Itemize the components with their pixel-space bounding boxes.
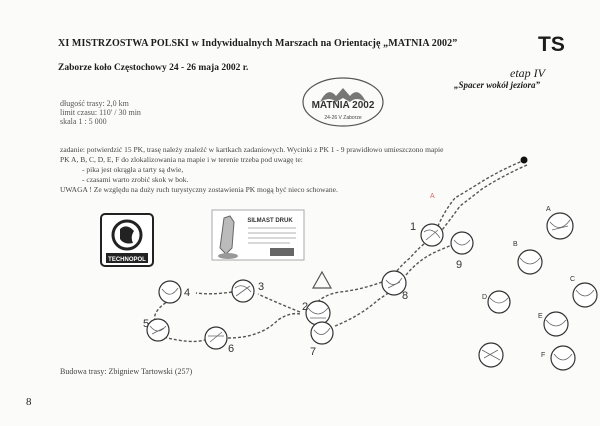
point-label-e: E	[538, 313, 543, 320]
route-segment	[442, 165, 527, 230]
checkpoint-6	[205, 327, 227, 349]
stage-name: „Spacer wokół jeziora”	[454, 80, 541, 90]
start-note: A	[430, 193, 435, 200]
point-d	[488, 291, 510, 313]
checkpoint-2	[306, 301, 330, 325]
start-marker	[521, 157, 528, 164]
stat-scale: skala 1 : 5 000	[60, 117, 107, 126]
instruction-line: - czasami warto zrobić skok w bok.	[82, 175, 189, 184]
checkpoint-9	[451, 232, 473, 254]
point-b	[518, 250, 542, 274]
checkpoint-7	[311, 322, 333, 344]
route-segment	[438, 160, 525, 226]
instruction-line: UWAGA ! Ze względu na duży ruch turystyczny zostawienia PK mogą być nieco schowane.	[60, 185, 338, 194]
badge-text: SILMAST DRUK	[247, 218, 293, 224]
instruction-line: zadanie: potwierdzić 15 PK, trasę należy znaleźć w kartkach zadaniowych. Wycinki z PK 1 - 9 prawidłowo umieszczono mapie	[60, 145, 444, 154]
point-label-c: C	[570, 276, 576, 283]
route-segment	[164, 337, 205, 341]
sponsor-name: TECHNOPOL	[108, 257, 146, 263]
category-label: TS	[538, 33, 565, 56]
route-credit: Budowa trasy: Zbigniew Tartowski (257)	[60, 367, 193, 376]
stat-length: długość trasy: 2,0 km	[60, 99, 129, 108]
checkpoint-label-8: 8	[402, 290, 409, 302]
checkpoint-label-5: 5	[143, 318, 150, 330]
route-segment	[228, 314, 300, 338]
point-label-d: D	[482, 294, 488, 301]
route-segment	[406, 242, 458, 275]
point-e	[544, 312, 568, 336]
checkpoint-label-1: 1	[410, 221, 417, 233]
start-triangle-icon	[313, 272, 331, 288]
point-label-a: A	[546, 206, 551, 213]
stat-time-limit: limit czasu: 110' / 30 min	[60, 108, 141, 117]
checkpoint-label-3: 3	[258, 281, 265, 293]
stage-label: etap IV	[510, 66, 545, 80]
page-number: 8	[26, 396, 32, 408]
event-place-date: Zaborze koło Częstochowy 24 - 26 maja 2002 r.	[58, 63, 249, 73]
checkpoint-label-2: 2	[302, 301, 309, 313]
route-segment	[315, 282, 382, 305]
route-segment	[258, 294, 300, 312]
checkpoint-label-4: 4	[184, 287, 191, 299]
point-c	[573, 283, 597, 307]
checkpoint-label-6: 6	[228, 343, 235, 355]
page-title: XI MISTRZOSTWA POLSKI w Indywidualnych Marszach na Orientację „MATNIA 2002”	[58, 38, 458, 49]
checkpoint-label-9: 9	[456, 259, 463, 271]
event-logo-name: MATNIA 2002	[311, 100, 375, 111]
checkpoint-label-7: 7	[310, 346, 317, 358]
instruction-line: PK A, B, C, D, E, F do zlokalizowania na mapie i w terenie trzeba pod uwagę te:	[60, 155, 303, 164]
route-segment	[196, 292, 232, 294]
checkpoint-5	[147, 319, 169, 341]
point-label-f: F	[541, 352, 546, 359]
checkpoint-4	[159, 281, 181, 303]
point-a	[547, 213, 573, 239]
route-segment	[335, 290, 392, 326]
event-logo-caption: 24-26 V Zaborze	[324, 115, 362, 121]
point-f	[551, 346, 575, 370]
instruction-line: - pika jest okrągła a tarty są dwie,	[82, 165, 184, 174]
point-label-b: B	[513, 241, 518, 248]
